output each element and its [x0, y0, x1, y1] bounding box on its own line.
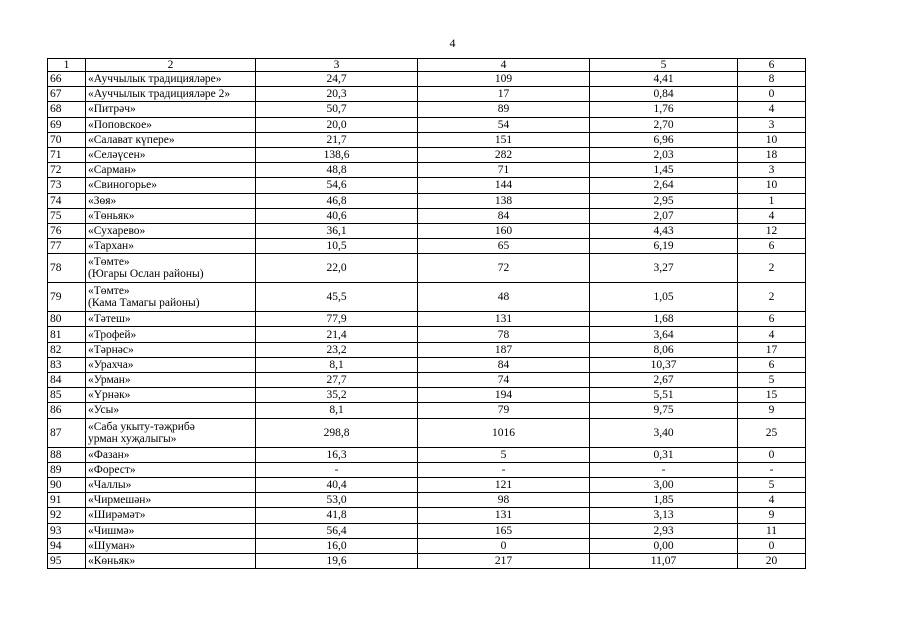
- column-5-cell: 0,31: [590, 447, 738, 462]
- column-5-cell: 1,05: [590, 283, 738, 312]
- column-4-cell: 187: [418, 342, 590, 357]
- column-3-cell: 77,9: [256, 312, 418, 327]
- name-line: «Питрәч»: [88, 103, 136, 116]
- column-4-cell: 98: [418, 493, 590, 508]
- column-6-cell: 3: [738, 117, 806, 132]
- table-body: [48, 72, 806, 569]
- name-line: «Үрнәк»: [88, 389, 131, 402]
- name-line: «Чаллы»: [88, 479, 132, 492]
- column-5-cell: 2,93: [590, 523, 738, 538]
- column-5-cell: -: [590, 462, 738, 477]
- column-6-cell: 1: [738, 193, 806, 208]
- column-5-cell: 6,19: [590, 239, 738, 254]
- column-6-cell: 6: [738, 312, 806, 327]
- table-row: [48, 538, 806, 553]
- name-cell: [86, 117, 256, 132]
- row-number-cell: 80: [48, 312, 86, 327]
- name-cell: [86, 523, 256, 538]
- name-line: «Форест»: [88, 463, 136, 476]
- column-6-cell: 5: [738, 373, 806, 388]
- column-5-cell: 2,95: [590, 193, 738, 208]
- column-6-cell: 11: [738, 523, 806, 538]
- name-cell: [86, 132, 256, 147]
- name-cell: [86, 553, 256, 568]
- column-5-cell: 6,96: [590, 132, 738, 147]
- column-4-cell: 165: [418, 523, 590, 538]
- column-3-cell: 8,1: [256, 357, 418, 372]
- row-number-cell: 93: [48, 523, 86, 538]
- column-3-cell: 22,0: [256, 254, 418, 283]
- column-6-cell: 9: [738, 508, 806, 523]
- name-cell: [86, 147, 256, 162]
- table-row: [48, 283, 806, 312]
- column-4-cell: 160: [418, 223, 590, 238]
- column-4-cell: -: [418, 462, 590, 477]
- row-number-cell: 68: [48, 102, 86, 117]
- column-4-cell: 0: [418, 538, 590, 553]
- row-number-cell: 72: [48, 163, 86, 178]
- data-table: [47, 58, 806, 569]
- name-cell: [86, 163, 256, 178]
- column-4-cell: 89: [418, 102, 590, 117]
- name-line: «Урман»: [88, 374, 131, 387]
- table-row: [48, 72, 806, 87]
- column-3-cell: 24,7: [256, 72, 418, 87]
- column-5-cell: 2,03: [590, 147, 738, 162]
- row-number-cell: 81: [48, 327, 86, 342]
- name-line: «Усы»: [88, 404, 120, 417]
- column-3-cell: 35,2: [256, 388, 418, 403]
- column-3-cell: 21,7: [256, 132, 418, 147]
- table-row: [48, 523, 806, 538]
- row-number-cell: 86: [48, 403, 86, 418]
- name-cell: [86, 493, 256, 508]
- name-cell: [86, 342, 256, 357]
- name-cell: [86, 403, 256, 418]
- name-cell: [86, 373, 256, 388]
- column-5-cell: 2,70: [590, 117, 738, 132]
- table-row: [48, 132, 806, 147]
- row-number-cell: 75: [48, 208, 86, 223]
- table-row: [48, 178, 806, 193]
- table-row: [48, 462, 806, 477]
- column-6-cell: 2: [738, 283, 806, 312]
- column-3-cell: -: [256, 462, 418, 477]
- name-line: «Чишмә»: [88, 524, 135, 537]
- table-row: [48, 342, 806, 357]
- table-header-row: [48, 59, 806, 72]
- column-5-cell: 3,64: [590, 327, 738, 342]
- row-number-cell: 74: [48, 193, 86, 208]
- column-5-cell: 3,00: [590, 477, 738, 492]
- column-4-cell: 131: [418, 312, 590, 327]
- column-5-cell: 11,07: [590, 553, 738, 568]
- name-line: «Фазан»: [88, 448, 130, 461]
- column-5-cell: 3,40: [590, 418, 738, 447]
- name-line: «Зөя»: [88, 194, 117, 207]
- row-number-cell: 91: [48, 493, 86, 508]
- table-row: [48, 403, 806, 418]
- table-row: [48, 553, 806, 568]
- column-3-cell: 48,8: [256, 163, 418, 178]
- column-5-cell: 1,76: [590, 102, 738, 117]
- table-row: [48, 477, 806, 492]
- row-number-cell: 83: [48, 357, 86, 372]
- column-5-cell: 3,13: [590, 508, 738, 523]
- column-header: 5: [590, 59, 738, 72]
- column-3-cell: 27,7: [256, 373, 418, 388]
- name-line: «Поповское»: [88, 118, 152, 131]
- name-line: «Тәтеш»: [88, 313, 131, 326]
- column-6-cell: 20: [738, 553, 806, 568]
- table-row: [48, 163, 806, 178]
- name-cell: [86, 239, 256, 254]
- name-cell: [86, 178, 256, 193]
- column-3-cell: 19,6: [256, 553, 418, 568]
- name-cell: [86, 327, 256, 342]
- column-3-cell: 16,3: [256, 447, 418, 462]
- column-3-cell: 16,0: [256, 538, 418, 553]
- column-3-cell: 23,2: [256, 342, 418, 357]
- column-5-cell: 0,00: [590, 538, 738, 553]
- row-number-cell: 88: [48, 447, 86, 462]
- column-5-cell: 1,45: [590, 163, 738, 178]
- name-cell: [86, 72, 256, 87]
- column-4-cell: 72: [418, 254, 590, 283]
- name-cell: [86, 388, 256, 403]
- table-row: [48, 388, 806, 403]
- column-4-cell: 78: [418, 327, 590, 342]
- column-5-cell: 9,75: [590, 403, 738, 418]
- name-cell: [86, 283, 256, 312]
- row-number-cell: 70: [48, 132, 86, 147]
- row-number-cell: 69: [48, 117, 86, 132]
- column-5-cell: 2,64: [590, 178, 738, 193]
- table-row: [48, 102, 806, 117]
- name-cell: [86, 418, 256, 447]
- name-line: «Ауччылык традицияләре 2»: [88, 88, 231, 101]
- row-number-cell: 78: [48, 254, 86, 283]
- row-number-cell: 95: [48, 553, 86, 568]
- column-3-cell: 46,8: [256, 193, 418, 208]
- column-6-cell: 17: [738, 342, 806, 357]
- column-3-cell: 53,0: [256, 493, 418, 508]
- column-4-cell: 84: [418, 208, 590, 223]
- row-number-cell: 73: [48, 178, 86, 193]
- column-6-cell: 3: [738, 163, 806, 178]
- name-cell: [86, 87, 256, 102]
- row-number-cell: 76: [48, 223, 86, 238]
- column-4-cell: 71: [418, 163, 590, 178]
- column-4-cell: 48: [418, 283, 590, 312]
- name-line: «Саба укыту-тәҗрибә: [88, 420, 195, 433]
- row-number-cell: 89: [48, 462, 86, 477]
- column-6-cell: 12: [738, 223, 806, 238]
- row-number-cell: 90: [48, 477, 86, 492]
- column-3-cell: 21,4: [256, 327, 418, 342]
- name-cell: [86, 508, 256, 523]
- column-6-cell: 6: [738, 239, 806, 254]
- name-line: «Салават күпере»: [88, 133, 175, 146]
- column-6-cell: 5: [738, 477, 806, 492]
- column-6-cell: 4: [738, 208, 806, 223]
- name-line: «Урахча»: [88, 358, 134, 371]
- column-3-cell: 56,4: [256, 523, 418, 538]
- column-4-cell: 79: [418, 403, 590, 418]
- column-4-cell: 144: [418, 178, 590, 193]
- column-6-cell: 0: [738, 447, 806, 462]
- column-4-cell: 74: [418, 373, 590, 388]
- column-4-cell: 17: [418, 87, 590, 102]
- column-3-cell: 298,8: [256, 418, 418, 447]
- column-6-cell: -: [738, 462, 806, 477]
- row-number-cell: 82: [48, 342, 86, 357]
- name-line: «Сухарево»: [88, 224, 146, 237]
- column-3-cell: 54,6: [256, 178, 418, 193]
- table-row: [48, 508, 806, 523]
- column-3-cell: 50,7: [256, 102, 418, 117]
- table-row: [48, 223, 806, 238]
- name-line: (Кама Тамагы районы): [88, 297, 200, 310]
- name-line: (Югары Ослан районы): [88, 268, 204, 281]
- column-3-cell: 41,8: [256, 508, 418, 523]
- column-5-cell: 2,07: [590, 208, 738, 223]
- column-5-cell: 5,51: [590, 388, 738, 403]
- name-line: урман хуҗалыгы»: [88, 432, 177, 445]
- table-row: [48, 357, 806, 372]
- table-row: [48, 254, 806, 283]
- name-line: «Ауччылык традицияләре»: [88, 73, 222, 86]
- name-cell: [86, 462, 256, 477]
- table-row: [48, 117, 806, 132]
- column-6-cell: 4: [738, 493, 806, 508]
- row-number-cell: 79: [48, 283, 86, 312]
- name-cell: [86, 254, 256, 283]
- name-line: «Төньяк»: [88, 209, 135, 222]
- table-row: [48, 208, 806, 223]
- name-line: «Шуман»: [88, 539, 136, 552]
- column-3-cell: 20,3: [256, 87, 418, 102]
- column-6-cell: 10: [738, 178, 806, 193]
- table-row: [48, 327, 806, 342]
- table-row: [48, 147, 806, 162]
- column-4-cell: 194: [418, 388, 590, 403]
- name-cell: [86, 477, 256, 492]
- row-number-cell: 66: [48, 72, 86, 87]
- column-5-cell: 0,84: [590, 87, 738, 102]
- column-5-cell: 4,41: [590, 72, 738, 87]
- column-4-cell: 109: [418, 72, 590, 87]
- name-cell: [86, 538, 256, 553]
- row-number-cell: 71: [48, 147, 86, 162]
- name-line: «Тархан»: [88, 240, 134, 253]
- column-4-cell: 138: [418, 193, 590, 208]
- column-header: 4: [418, 59, 590, 72]
- column-6-cell: 2: [738, 254, 806, 283]
- column-6-cell: 10: [738, 132, 806, 147]
- column-5-cell: 10,37: [590, 357, 738, 372]
- column-6-cell: 18: [738, 147, 806, 162]
- column-5-cell: 1,85: [590, 493, 738, 508]
- row-number-cell: 87: [48, 418, 86, 447]
- table-row: [48, 312, 806, 327]
- name-cell: [86, 312, 256, 327]
- name-line: «Тәрнәс»: [88, 343, 134, 356]
- name-cell: [86, 223, 256, 238]
- column-header: 1: [48, 59, 86, 72]
- column-5-cell: 1,68: [590, 312, 738, 327]
- name-line: «Трофей»: [88, 328, 137, 341]
- column-3-cell: 20,0: [256, 117, 418, 132]
- column-3-cell: 40,4: [256, 477, 418, 492]
- name-line: «Көньяк»: [88, 554, 136, 567]
- name-cell: [86, 102, 256, 117]
- column-6-cell: 4: [738, 102, 806, 117]
- column-3-cell: 8,1: [256, 403, 418, 418]
- column-5-cell: 3,27: [590, 254, 738, 283]
- name-line: «Свиногорье»: [88, 179, 157, 192]
- column-4-cell: 54: [418, 117, 590, 132]
- name-cell: [86, 208, 256, 223]
- column-4-cell: 131: [418, 508, 590, 523]
- column-4-cell: 151: [418, 132, 590, 147]
- column-6-cell: 4: [738, 327, 806, 342]
- name-cell: [86, 447, 256, 462]
- column-3-cell: 36,1: [256, 223, 418, 238]
- row-number-cell: 84: [48, 373, 86, 388]
- column-4-cell: 5: [418, 447, 590, 462]
- column-4-cell: 217: [418, 553, 590, 568]
- column-3-cell: 10,5: [256, 239, 418, 254]
- column-6-cell: 15: [738, 388, 806, 403]
- column-5-cell: 2,67: [590, 373, 738, 388]
- name-line: «Төмте»: [88, 256, 130, 269]
- column-header: 6: [738, 59, 806, 72]
- column-4-cell: 1016: [418, 418, 590, 447]
- table-row: [48, 373, 806, 388]
- row-number-cell: 85: [48, 388, 86, 403]
- name-line: «Төмте»: [88, 285, 130, 298]
- column-3-cell: 138,6: [256, 147, 418, 162]
- column-6-cell: 0: [738, 87, 806, 102]
- column-4-cell: 282: [418, 147, 590, 162]
- column-6-cell: 9: [738, 403, 806, 418]
- column-header: 2: [86, 59, 256, 72]
- column-6-cell: 25: [738, 418, 806, 447]
- column-5-cell: 4,43: [590, 223, 738, 238]
- table-row: [48, 87, 806, 102]
- column-6-cell: 6: [738, 357, 806, 372]
- column-6-cell: 8: [738, 72, 806, 87]
- name-cell: [86, 357, 256, 372]
- column-header: 3: [256, 59, 418, 72]
- column-6-cell: 0: [738, 538, 806, 553]
- column-5-cell: 8,06: [590, 342, 738, 357]
- name-line: «Сарман»: [88, 164, 137, 177]
- row-number-cell: 92: [48, 508, 86, 523]
- table-row: [48, 447, 806, 462]
- column-3-cell: 40,6: [256, 208, 418, 223]
- page-number: 4: [449, 36, 456, 50]
- table-row: [48, 418, 806, 447]
- name-line: «Чирмешән»: [88, 494, 152, 507]
- name-line: «Селәүсен»: [88, 149, 146, 162]
- table-row: [48, 493, 806, 508]
- name-line: «Ширәмәт»: [88, 509, 146, 522]
- column-4-cell: 121: [418, 477, 590, 492]
- column-3-cell: 45,5: [256, 283, 418, 312]
- table-row: [48, 239, 806, 254]
- column-4-cell: 84: [418, 357, 590, 372]
- row-number-cell: 77: [48, 239, 86, 254]
- row-number-cell: 67: [48, 87, 86, 102]
- column-4-cell: 65: [418, 239, 590, 254]
- table-row: [48, 193, 806, 208]
- row-number-cell: 94: [48, 538, 86, 553]
- name-cell: [86, 193, 256, 208]
